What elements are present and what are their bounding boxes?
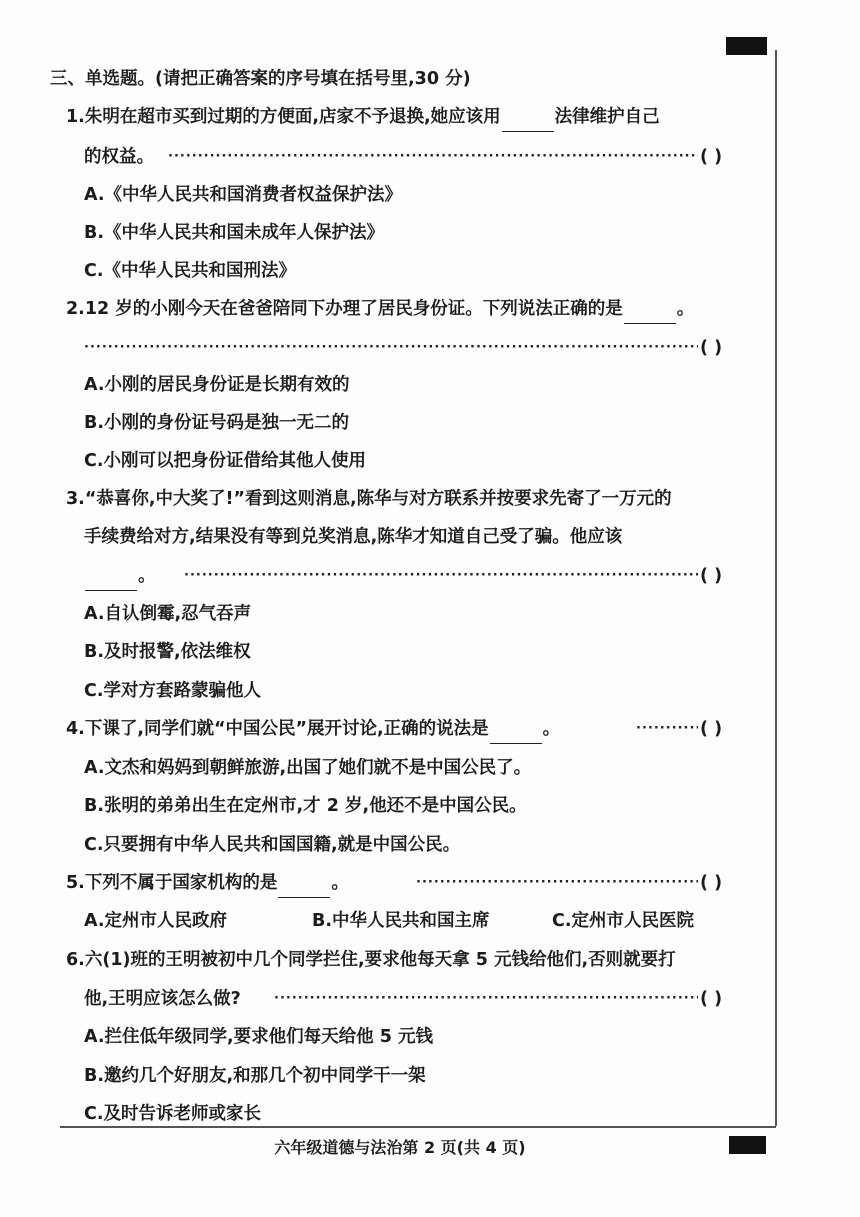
q3-option-b: B.及时报警,依法维权: [84, 642, 251, 662]
q5-answer-bracket[interactable]: ( ): [700, 873, 723, 893]
q5-answer-blank[interactable]: [278, 877, 330, 898]
question-4-text: [66, 714, 560, 744]
q1-answer-blank[interactable]: [502, 111, 554, 132]
q3-text-after: 。: [138, 566, 156, 586]
q3-option-a: A.自认倒霉,忍气吞声: [84, 604, 252, 624]
q1-option-a: A.《中华人民共和国消费者权益保护法》: [84, 185, 403, 205]
q4-option-b: B.张明的弟弟出生在定州市,才 2 岁,他还不是中国公民。: [84, 796, 527, 816]
q1-option-c: C.《中华人民共和国刑法》: [84, 261, 296, 281]
q6-leader-dots: [274, 984, 698, 1014]
section-title: 三、单选题。(请把正确答案的序号填在括号里,30 分): [50, 69, 471, 89]
q4-answer-bracket[interactable]: ( ): [700, 719, 723, 739]
q2-option-c: C.小刚可以把身份证借给其他人使用: [84, 451, 366, 471]
q6-option-c: C.及时告诉老师或家长: [84, 1104, 261, 1124]
q5-text-before: 5.下列不属于国家机构的是: [66, 873, 278, 893]
q4-text-after: 。: [542, 719, 561, 739]
question-3-text-line2: 手续费给对方,结果没有等到兑奖消息,陈华才知道自己受了骗。他应该: [84, 527, 623, 547]
q1-text-before: 1.朱明在超市买到过期的方便面,店家不予退换,她应该用: [66, 107, 501, 127]
q4-option-a: A.文杰和妈妈到朝鲜旅游,出国了她们就不是中国公民了。: [84, 758, 532, 778]
q4-option-c: C.只要拥有中华人民共和国国籍,就是中国公民。: [84, 835, 461, 855]
question-3-text: 3.“恭喜你,中大奖了!”看到这则消息,陈华与对方联系并按要求先寄了一万元的: [66, 489, 672, 509]
q5-option-b: B.中华人民共和国主席: [312, 911, 490, 931]
q5-leader-dots: [416, 868, 698, 898]
q2-leader-dots: [84, 333, 698, 363]
q1-text-after: 法律维护自己: [554, 107, 660, 127]
q2-option-a: A.小刚的居民身份证是长期有效的: [84, 375, 350, 395]
q1-answer-bracket[interactable]: ( ): [700, 147, 723, 167]
q5-text-after: 。: [331, 873, 349, 893]
q2-answer-bracket[interactable]: ( ): [700, 338, 723, 358]
registration-mark-top: [726, 37, 767, 55]
q2-option-b: B.小刚的身份证号码是独一无二的: [84, 413, 349, 433]
q4-text-before: 4.下课了,同学们就“中国公民”展开讨论,正确的说法是: [66, 719, 489, 739]
right-border-line: [775, 50, 777, 1126]
q4-answer-blank[interactable]: [490, 723, 542, 744]
q6-option-b: B.邀约几个好朋友,和那几个初中同学干一架: [84, 1066, 426, 1086]
q1-leader-dots: [168, 142, 698, 172]
q3-leader-dots: [184, 561, 698, 591]
question-6-text: 6.六(1)班的王明被初中几个同学拦住,要求他每天拿 5 元钱给他们,否则就要打: [66, 950, 676, 970]
question-1-text: [66, 102, 660, 132]
q2-text-before: 2.12 岁的小刚今天在爸爸陪同下办理了居民身份证。下列说法正确的是: [66, 299, 623, 319]
q5-option-a: A.定州市人民政府: [84, 911, 228, 931]
question-5-text: [66, 868, 349, 898]
q3-option-c: C.学对方套路蒙骗他人: [84, 681, 261, 701]
question-3-text-line3: [84, 561, 156, 591]
page-footer: 六年级道德与法治第 2 页(共 4 页): [274, 1138, 526, 1157]
q4-leader-dots: [636, 714, 698, 744]
question-6-text-line2: 他,王明应该怎么做?: [84, 989, 241, 1009]
question-2-text: [66, 294, 694, 324]
q6-answer-bracket[interactable]: ( ): [700, 989, 723, 1009]
q2-answer-blank[interactable]: [624, 303, 676, 324]
q5-option-c: C.定州市人民医院: [552, 911, 694, 931]
q3-answer-blank[interactable]: [85, 570, 137, 591]
q2-text-after: 。: [676, 299, 695, 319]
q1-option-b: B.《中华人民共和国未成年人保护法》: [84, 223, 384, 243]
question-1-text-line2: 的权益。: [84, 147, 154, 167]
q6-option-a: A.拦住低年级同学,要求他们每天给他 5 元钱: [84, 1027, 434, 1047]
q3-answer-bracket[interactable]: ( ): [700, 566, 723, 586]
